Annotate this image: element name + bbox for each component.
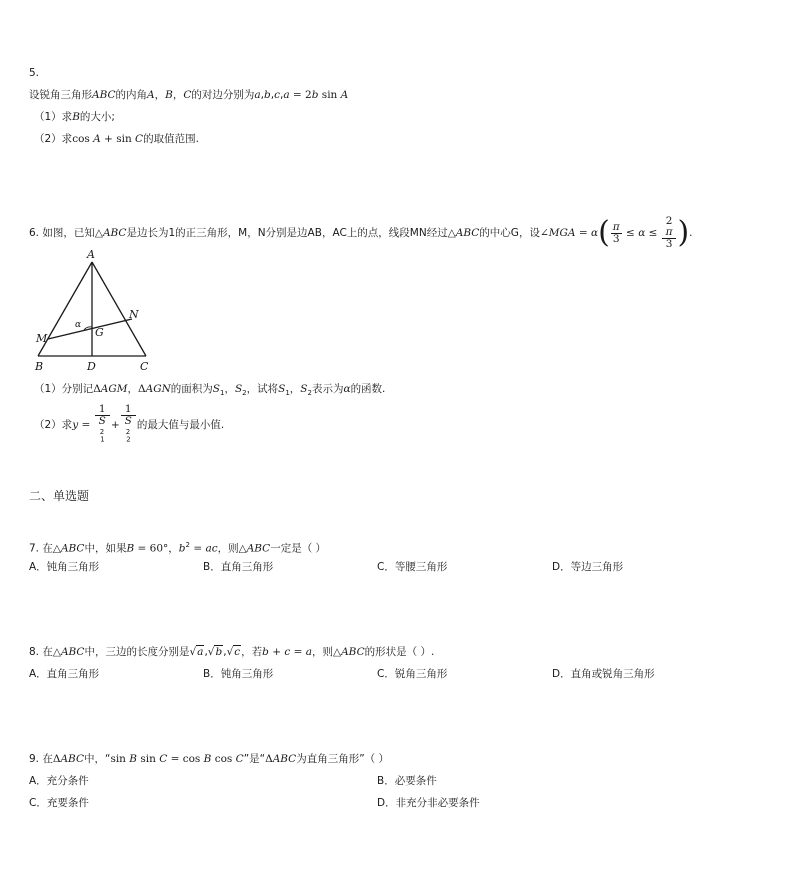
q8-option-c[interactable]: C．锐角三角形 [377,668,448,680]
q8-option-d[interactable]: D．直角或锐角三角形 [552,668,655,680]
q7-option-c[interactable]: C．等腰三角形 [377,561,448,573]
q9-option-a[interactable]: A．充分条件 [29,775,89,787]
q9-stem: 9. 在ΔABC中，“sin B sin C = cos B cos C”是“ΔABC为直角三角形”（ ） [29,753,389,765]
q8-option-b[interactable]: B．钝角三角形 [203,668,274,680]
label-g: G [95,326,104,339]
label-d: D [87,360,96,373]
triangle-figure [28,248,163,373]
q5-number: 5. [29,67,40,79]
q7-option-b[interactable]: B．直角三角形 [203,561,274,573]
q7-option-d[interactable]: D．等边三角形 [552,561,624,573]
q9-option-b[interactable]: B．必要条件 [377,775,437,787]
q8-stem: 8. 在△ABC中，三边的长度分别是√a,√b,√c，若b + c = a，则△ABC的形状是（ ）. [29,646,435,658]
section-title: 二、单选题 [29,489,90,503]
label-c: C [140,360,149,373]
q8-option-a[interactable]: A．直角三角形 [29,668,100,680]
q5-sub2: （2）求cos A + sin C的取值范围. [34,133,199,145]
q9-option-c[interactable]: C．充要条件 [29,797,89,809]
q7-stem: 7. 在△ABC中，如果B = 60°，$b^2$ = ac，则△ABC一定是（ ） [29,541,327,555]
q5-stem: 设锐角三角形ABC的内角A，B，C的对边分别为a,b,c,a = 2b sin A [29,89,349,101]
label-alpha: α [75,320,82,330]
q5-sub1: （1）求B的大小; [34,111,115,123]
q6-sub1: （1）分别记ΔAGM，ΔAGN的面积为$S_1$，$S_2$，试将$S_1$，$S_2$表示为α的函数. [34,383,386,398]
label-m: M [36,332,48,345]
label-a: A [87,248,95,261]
q6-stem: 6. 如图，已知△ABC是边长为1的正三角形，M，N分别是边AB，AC上的点，线段MN经过△ABC的中心G，设∠MGA = α( $\frac{\pi}{3}$ ≤ α ≤ 2 π 3 ). [29,215,693,250]
label-n: N [129,308,139,321]
q6-sub2: （2）求y = 1 S $_1^2$ + 1 S $_2^2$ 的最大值与最小值. [34,403,225,444]
segment-mn [48,319,132,339]
label-b: B [35,360,44,373]
q7-option-a[interactable]: A．钝角三角形 [29,561,100,573]
q9-option-d[interactable]: D．非充分非必要条件 [377,797,480,809]
